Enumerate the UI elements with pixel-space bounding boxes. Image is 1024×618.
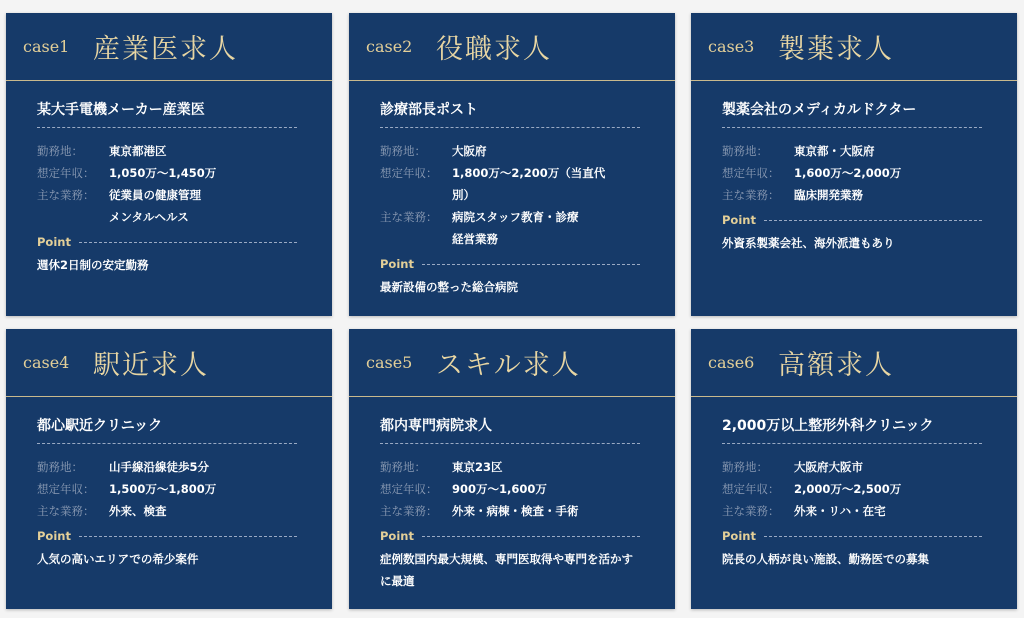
card-header: [691, 329, 1017, 397]
case-number: case6: [708, 353, 755, 372]
card-header: [6, 329, 332, 397]
case-title: 高額求人: [778, 350, 894, 381]
card-header: [691, 13, 1017, 81]
row-value: 別）: [452, 188, 475, 202]
row-label: 勤務地：: [37, 460, 83, 474]
info-row-duties-cont: [37, 206, 301, 228]
point-header: [380, 257, 640, 271]
card-header: [6, 13, 332, 81]
row-label: 勤務地：: [722, 144, 768, 158]
point-divider: [764, 536, 982, 537]
point-label: Point: [37, 529, 71, 543]
row-label: 想定年収：: [37, 166, 95, 180]
row-value: 山手線沿線徒歩5分: [109, 460, 210, 474]
case-title: 駅近求人: [93, 350, 209, 381]
job-card-case2[interactable]: [349, 13, 675, 316]
job-subtitle: 2,000万以上整形外科クリニック: [722, 415, 982, 444]
point-header: [37, 235, 297, 249]
row-value: 2,000万〜2,500万: [794, 482, 902, 496]
case-title: スキル求人: [436, 350, 581, 381]
case-title: 製薬求人: [778, 34, 894, 65]
info-row-location: [380, 140, 644, 162]
row-value: 外来、検査: [109, 504, 167, 518]
job-subtitle: 都心駅近クリニック: [37, 415, 297, 444]
row-value: 大阪府: [452, 144, 487, 158]
row-value: 1,500万〜1,800万: [109, 482, 217, 496]
point-text: 週休2日制の安定勤務: [37, 258, 149, 272]
info-row-salary: [380, 162, 644, 184]
row-value: 大阪府大阪市: [794, 460, 863, 474]
row-label: 想定年収：: [37, 482, 95, 496]
info-row-location: [37, 140, 301, 162]
row-label: 主な業務：: [722, 504, 780, 518]
point-text: 院長の人柄が良い施設、勤務医での募集: [722, 552, 929, 566]
row-label: [380, 184, 452, 206]
point-divider: [422, 536, 640, 537]
row-value: 病院スタッフ教育・診療: [452, 210, 579, 224]
row-label: 想定年収：: [722, 482, 780, 496]
info-row-salary: [722, 162, 986, 184]
info-row-salary: [37, 478, 301, 500]
job-subtitle: 診療部長ポスト: [380, 99, 640, 128]
point-divider: [764, 220, 982, 221]
row-value: 900万〜1,600万: [452, 482, 547, 496]
job-subtitle: 製薬会社のメディカルドクター: [722, 99, 982, 128]
point-header: [722, 213, 982, 227]
row-value: 東京都港区: [109, 144, 167, 158]
row-label: 想定年収：: [722, 166, 780, 180]
info-row-salary: [380, 478, 644, 500]
row-value: 外来・病棟・検査・手術: [452, 504, 579, 518]
row-label: [380, 228, 452, 250]
info-row-location: [380, 456, 644, 478]
info-row-duties: [722, 184, 986, 206]
row-label: 主な業務：: [380, 504, 438, 518]
job-card-case1[interactable]: [6, 13, 332, 316]
point-divider: [79, 242, 297, 243]
info-row-salary: [37, 162, 301, 184]
point-label: Point: [722, 529, 756, 543]
info-row-duties: [37, 184, 301, 206]
row-value: 外来・リハ・在宅: [794, 504, 886, 518]
row-value: 経営業務: [452, 232, 498, 246]
point-label: Point: [37, 235, 71, 249]
row-label: 勤務地：: [37, 144, 83, 158]
point-divider: [79, 536, 297, 537]
row-label: 主な業務：: [380, 210, 438, 224]
case-number: case5: [366, 353, 413, 372]
row-label: 勤務地：: [722, 460, 768, 474]
info-row-duties: [37, 500, 301, 522]
row-label: 主な業務：: [37, 188, 95, 202]
point-text: 人気の高いエリアでの希少案件: [37, 552, 199, 566]
row-value: 臨床開発業務: [794, 188, 863, 202]
info-row-duties: [380, 500, 644, 522]
info-row-location: [722, 140, 986, 162]
point-label: Point: [380, 257, 414, 271]
info-row-salary: [722, 478, 986, 500]
row-value: 従業員の健康管理: [109, 188, 201, 202]
row-label: 勤務地：: [380, 144, 426, 158]
info-row-salary-cont: [380, 184, 644, 206]
case-title: 産業医求人: [93, 34, 238, 65]
row-value: 1,800万〜2,200万（当直代: [452, 166, 606, 180]
row-value: 1,050万〜1,450万: [109, 166, 217, 180]
case-number: case3: [708, 37, 755, 56]
point-text: 外資系製薬会社、海外派遣もあり: [722, 236, 895, 250]
point-divider: [422, 264, 640, 265]
row-value: 東京都・大阪府: [794, 144, 875, 158]
row-label: [37, 206, 109, 228]
job-card-case3[interactable]: [691, 13, 1017, 316]
row-label: 主な業務：: [37, 504, 95, 518]
row-label: 想定年収：: [380, 166, 438, 180]
point-header: [722, 529, 982, 543]
point-text: 症例数国内最大規模、専門医取得や専門を活かすに最適: [380, 552, 633, 588]
job-subtitle: 某大手電機メーカー産業医: [37, 99, 297, 128]
point-header: [37, 529, 297, 543]
job-card-case5[interactable]: [349, 329, 675, 609]
row-value: 1,600万〜2,000万: [794, 166, 902, 180]
point-text: 最新設備の整った総合病院: [380, 280, 518, 294]
info-row-location: [722, 456, 986, 478]
row-label: 勤務地：: [380, 460, 426, 474]
row-value: メンタルヘルス: [109, 210, 189, 224]
point-header: [380, 529, 640, 543]
row-label: 想定年収：: [380, 482, 438, 496]
case-title: 役職求人: [436, 34, 552, 65]
card-header: [349, 329, 675, 397]
case-number: case2: [366, 37, 413, 56]
job-card-case6[interactable]: [691, 329, 1017, 609]
info-row-duties-cont: [380, 228, 644, 250]
point-label: Point: [722, 213, 756, 227]
card-header: [349, 13, 675, 81]
case-number: case1: [23, 37, 70, 56]
job-card-case4[interactable]: [6, 329, 332, 609]
point-label: Point: [380, 529, 414, 543]
case-number: case4: [23, 353, 70, 372]
row-value: 東京23区: [452, 460, 503, 474]
info-row-duties: [722, 500, 986, 522]
info-row-duties: [380, 206, 644, 228]
info-row-location: [37, 456, 301, 478]
row-label: 主な業務：: [722, 188, 780, 202]
job-subtitle: 都内専門病院求人: [380, 415, 640, 444]
